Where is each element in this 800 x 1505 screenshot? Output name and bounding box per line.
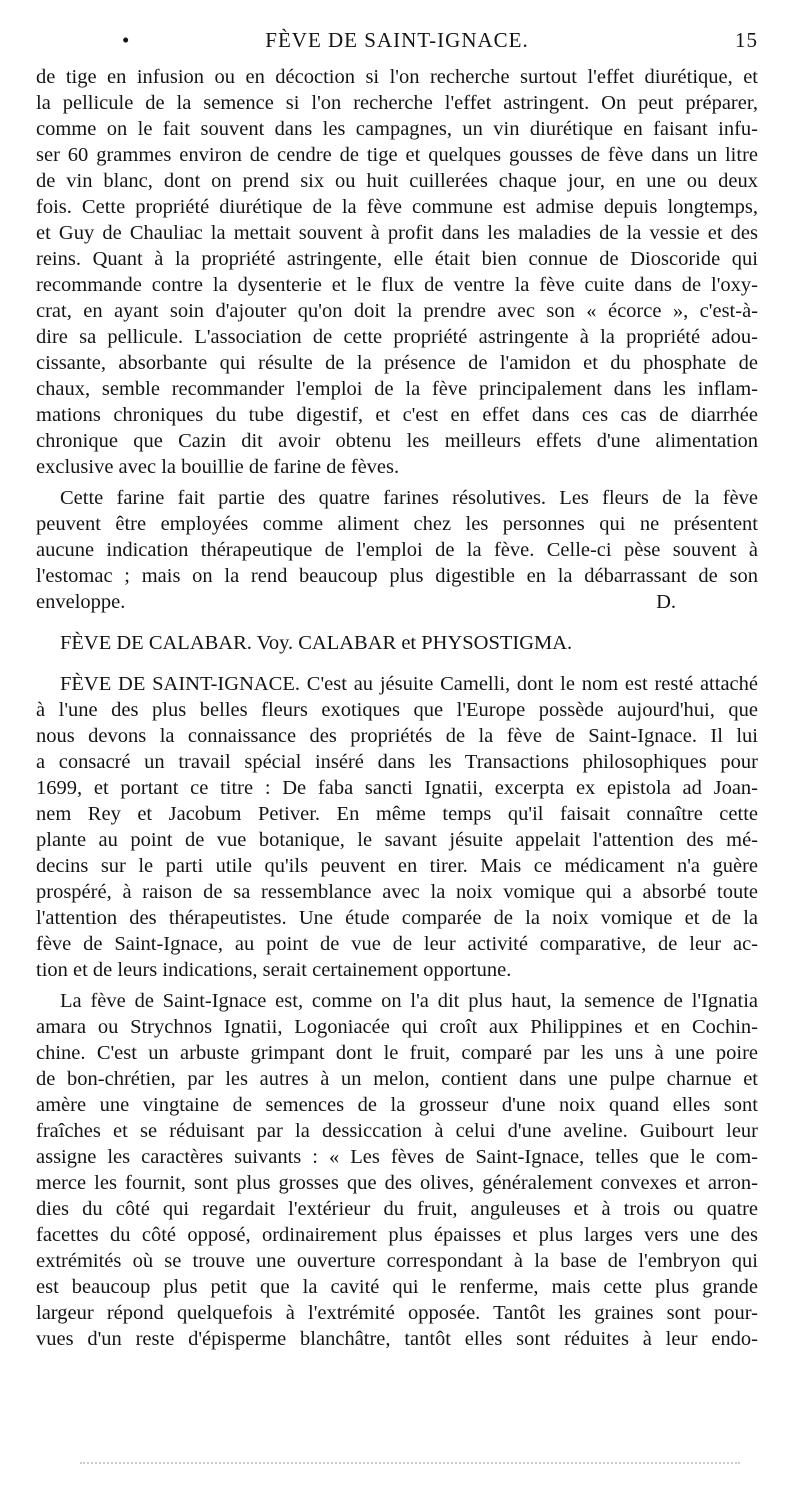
text-line: enveloppe. [36, 591, 126, 613]
text-line: amara ou Strychnos Ignatii, Logoniacée qui croît aux Philippines et en Cochin- [36, 1016, 758, 1038]
text-line: fraîches et se réduisant par la dessiccation à celui d'une aveline. Guibourt leur [36, 1120, 758, 1142]
text-line: Cette farine fait partie des quatre farines résolutives. Les fleurs de la fève [60, 487, 758, 509]
text-line: exclusive avec la bouillie de farine de fèves. [36, 456, 400, 478]
text-line: mations chroniques du tube digestif, et c'est en effet dans ces cas de diarrhée [36, 404, 758, 426]
text-line: tion et de leurs indications, serait certainement opportune. [36, 959, 512, 981]
text-line: dies du côté qui regardait l'extérieur du fruit, anguleuses et à trois ou quatre [36, 1198, 758, 1220]
text-line: largeur répond quelquefois à l'extrémité opposée. Tantôt les graines sont pour- [36, 1302, 758, 1324]
text-line: chaux, semble recommander l'emploi de la fève principalement dans les inflam- [36, 378, 758, 400]
text-line: de bon-chrétien, par les autres à un melon, contient dans une pulpe charnue et [36, 1068, 758, 1090]
running-title: FÈVE DE SAINT-IGNACE. [265, 28, 529, 52]
text-line: chronique que Cazin dit avoir obtenu les meilleurs effets d'une alimentation [36, 430, 758, 452]
text-line: 1699, et portant ce titre : De faba sancti Ignatii, excerpta ex epistola ad Joan- [36, 777, 758, 799]
text-line: plante au point de vue botanique, le savant jésuite appelait l'attention des mé- [36, 829, 758, 851]
text-line: fois. Cette propriété diurétique de la fève commune est admise depuis longtemps, [36, 196, 758, 218]
author-signature: D. [656, 591, 676, 613]
running-header [36, 28, 758, 58]
text-line: extrémités où se trouve une ouverture correspondant à la base de l'embryon qui [36, 1250, 758, 1272]
text-line: prospéré, à raison de sa ressemblance avec la noix vomique qui a absorbé toute [36, 881, 758, 903]
text-line: comme on le fait souvent dans les campagnes, un vin diurétique en faisant infu- [36, 118, 758, 140]
text-line: recommande contre la dysenterie et le flux de ventre la fève cuite dans de l'oxy- [36, 274, 758, 296]
text-line: de vin blanc, dont on prend six ou huit cuillerées chaque jour, en une ou deux [36, 170, 758, 192]
text-line: la pellicule de la semence si l'on recherche l'effet astringent. On peut préparer, [36, 92, 758, 114]
text-line: nem Rey et Jacobum Petiver. En même temps qu'il faisait connaître cette [36, 803, 758, 825]
text-line: cissante, absorbante qui résulte de la présence de l'amidon et du phosphate de [36, 352, 758, 374]
text-line: crat, en ayant soin d'ajouter qu'on doit la prendre avec son « écorce », c'est-à- [36, 300, 758, 322]
footer-noise [80, 1462, 740, 1472]
text-line: FÈVE DE CALABAR. Voy. CALABAR et PHYSOSTIGMA. [60, 632, 573, 654]
text-line: decins sur le parti utile qu'ils peuvent en tirer. Mais ce médicament n'a guère [36, 855, 758, 877]
text-line: nous devons la connaissance des propriétés de la fève de Saint-Ignace. Il lui [36, 725, 758, 747]
text-line: dire sa pellicule. L'association de cette propriété astringente à la propriété adou- [36, 326, 758, 348]
text-line: FÈVE DE SAINT-IGNACE. C'est au jésuite Camelli, dont le nom est resté attaché [60, 673, 758, 695]
text-line: de tige en infusion ou en décoction si l'on recherche surtout l'effet diurétique, et [36, 66, 758, 88]
text-line: à l'une des plus belles fleurs exotiques que l'Europe possède aujourd'hui, que [36, 699, 758, 721]
text-line: assigne les caractères suivants : « Les fèves de Saint-Ignace, telles que le com- [36, 1146, 758, 1168]
text-line: reins. Quant à la propriété astringente, elle était bien connue de Dioscoride qui [36, 248, 758, 270]
text-line: l'attention des thérapeutistes. Une étude comparée de la noix vomique et de la [36, 907, 758, 929]
text-line: fève de Saint-Ignace, au point de vue de leur activité comparative, de leur ac- [36, 933, 758, 955]
header-mark: • [122, 28, 131, 52]
text-line: vues d'un reste d'épisperme blanchâtre, tantôt elles sont réduites à leur endo- [36, 1328, 758, 1350]
page-number: 15 [735, 28, 758, 52]
text-line: a consacré un travail spécial inséré dans les Transactions philosophiques pour [36, 751, 758, 773]
text-line: amère une vingtaine de semences de la grosseur d'une noix quand elles sont [36, 1094, 758, 1116]
text-line: peuvent être employées comme aliment chez les personnes qui ne présentent [36, 513, 758, 535]
text-line: La fève de Saint-Ignace est, comme on l'a dit plus haut, la semence de l'Ignatia [60, 990, 758, 1012]
text-line: est beaucoup plus petit que la cavité qui le renferme, mais cette plus grande [36, 1276, 758, 1298]
text-line: et Guy de Chauliac la mettait souvent à profit dans les maladies de la vessie et des [36, 222, 758, 244]
text-line: aucune indication thérapeutique de l'emploi de la fève. Celle-ci pèse souvent à [36, 539, 758, 561]
text-line: ser 60 grammes environ de cendre de tige et quelques gousses de fève dans un litre [36, 144, 758, 166]
text-line: facettes du côté opposé, ordinairement plus épaisses et plus larges vers une des [36, 1224, 758, 1246]
text-line: chine. C'est un arbuste grimpant dont le fruit, comparé par les uns à une poire [36, 1042, 758, 1064]
text-line: merce les fournit, sont plus grosses que des olives, généralement convexes et arron- [36, 1172, 758, 1194]
text-line: l'estomac ; mais on la rend beaucoup plus digestible en la débarrassant de son [36, 565, 758, 587]
